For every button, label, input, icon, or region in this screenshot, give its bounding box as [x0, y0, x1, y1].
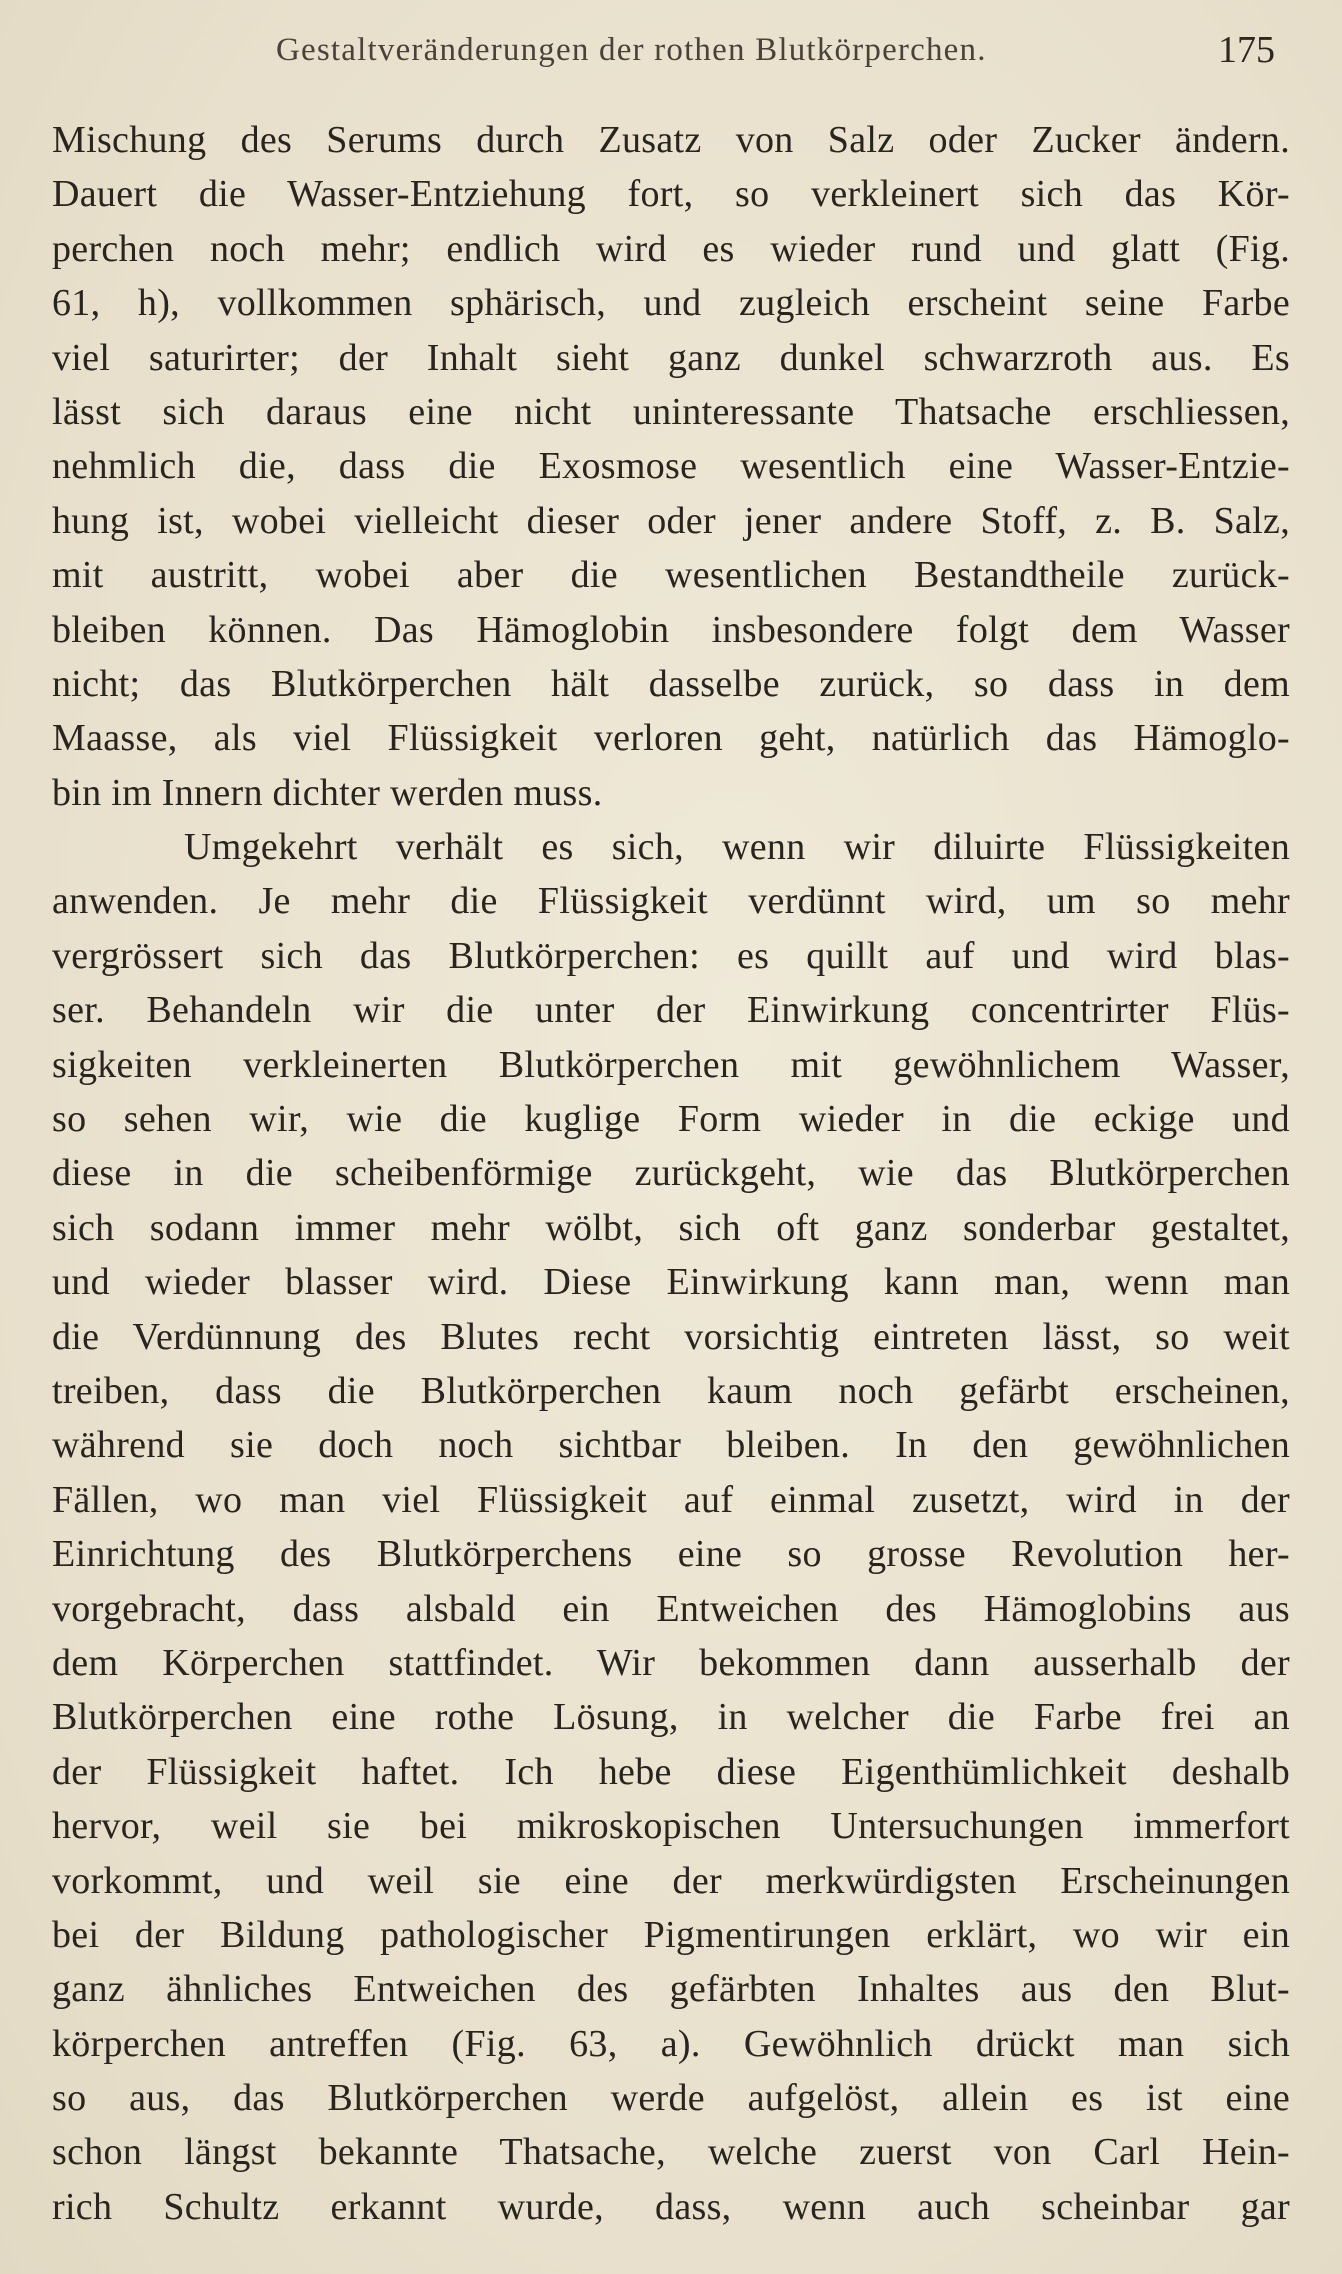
text-line: mit austritt, wobei aber die wesentlichen Bestandtheile zurück-: [52, 554, 1290, 597]
text-line: vorgebracht, dass alsbald ein Entweichen des Hämoglobins aus: [52, 1587, 1290, 1630]
text-line: sich sodann immer mehr wölbt, sich oft ganz sonderbar gestaltet,: [52, 1206, 1290, 1249]
text-line: nicht; das Blutkörperchen hält dasselbe zurück, so dass in dem: [52, 662, 1290, 705]
text-line: der Flüssigkeit haftet. Ich hebe diese Eigenthümlichkeit deshalb: [52, 1750, 1290, 1793]
text-line: diese in die scheibenförmige zurückgeht, wie das Blutkörperchen: [52, 1152, 1290, 1195]
text-line: hervor, weil sie bei mikroskopischen Untersuchungen immerfort: [52, 1805, 1290, 1848]
text-line: vergrössert sich das Blutkörperchen: es quillt auf und wird blas-: [52, 934, 1290, 977]
text-line: Mischung des Serums durch Zusatz von Salz oder Zucker ändern.: [52, 119, 1290, 161]
text-line: nehmlich die, dass die Exosmose wesentlich eine Wasser-Entzie-: [52, 445, 1290, 488]
text-line: viel saturirter; der Inhalt sieht ganz dunkel schwarzroth aus. Es: [52, 336, 1290, 379]
text-line: so sehen wir, wie die kuglige Form wieder in die eckige und: [52, 1098, 1290, 1141]
text-line: so aus, das Blutkörperchen werde aufgelöst, allein es ist eine: [52, 2077, 1290, 2120]
text-line: perchen noch mehr; endlich wird es wieder rund und glatt (Fig.: [52, 227, 1290, 270]
text-line: die Verdünnung des Blutes recht vorsichtig eintreten lässt, so weit: [52, 1315, 1290, 1358]
text-line: körperchen antreffen (Fig. 63, a). Gewöhnlich drückt man sich: [52, 2022, 1290, 2065]
text-line: lässt sich daraus eine nicht uninteressante Thatsache erschliessen,: [52, 390, 1290, 433]
text-line: Dauert die Wasser-Entziehung fort, so verkleinert sich das Kör-: [52, 173, 1290, 216]
running-title: Gestaltveränderungen der rothen Blutkörperchen.: [276, 32, 987, 68]
text-line: Blutkörperchen eine rothe Lösung, in welcher die Farbe frei an: [52, 1696, 1290, 1739]
text-line: bei der Bildung pathologischer Pigmentirungen erklärt, wo wir ein: [52, 1913, 1290, 1956]
text-line: schon längst bekannte Thatsache, welche zuerst von Carl Hein-: [52, 2131, 1290, 2174]
paragraph-end-line: bin im Innern dichter werden muss.: [52, 771, 603, 814]
text-line: bleiben können. Das Hämoglobin insbesondere folgt dem Wasser: [52, 608, 1290, 651]
text-line: anwenden. Je mehr die Flüssigkeit verdünnt wird, um so mehr: [52, 880, 1290, 923]
text-line: dem Körperchen stattfindet. Wir bekommen dann ausserhalb der: [52, 1641, 1290, 1684]
text-line: treiben, dass die Blutkörperchen kaum noch gefärbt erscheinen,: [52, 1369, 1290, 1412]
paragraph-start-line: Umgekehrt verhält es sich, wenn wir diluirte Flüssigkeiten: [184, 826, 1290, 869]
text-line: während sie doch noch sichtbar bleiben. In den gewöhnlichen: [52, 1424, 1290, 1467]
page-number: 175: [1218, 29, 1275, 71]
text-line: ganz ähnliches Entweichen des gefärbten Inhaltes aus den Blut-: [52, 1968, 1290, 2011]
body-text: [52, 113, 1290, 2234]
text-line: Maasse, als viel Flüssigkeit verloren geht, natürlich das Hämoglo-: [52, 717, 1290, 760]
running-head: [0, 26, 1342, 74]
text-line: sigkeiten verkleinerten Blutkörperchen mit gewöhnlichem Wasser,: [52, 1043, 1290, 1086]
text-line: vorkommt, und weil sie eine der merkwürdigsten Erscheinungen: [52, 1859, 1290, 1902]
text-line: ser. Behandeln wir die unter der Einwirkung concentrirter Flüs-: [52, 989, 1290, 1032]
text-line: hung ist, wobei vielleicht dieser oder jener andere Stoff, z. B. Salz,: [52, 499, 1290, 542]
text-line: Einrichtung des Blutkörperchens eine so grosse Revolution her-: [52, 1533, 1290, 1576]
text-line: 61, h), vollkommen sphärisch, und zugleich erscheint seine Farbe: [52, 282, 1290, 325]
text-line: rich Schultz erkannt wurde, dass, wenn auch scheinbar gar: [52, 2185, 1290, 2228]
text-line: und wieder blasser wird. Diese Einwirkung kann man, wenn man: [52, 1261, 1290, 1304]
text-line: Fällen, wo man viel Flüssigkeit auf einmal zusetzt, wird in der: [52, 1478, 1290, 1521]
